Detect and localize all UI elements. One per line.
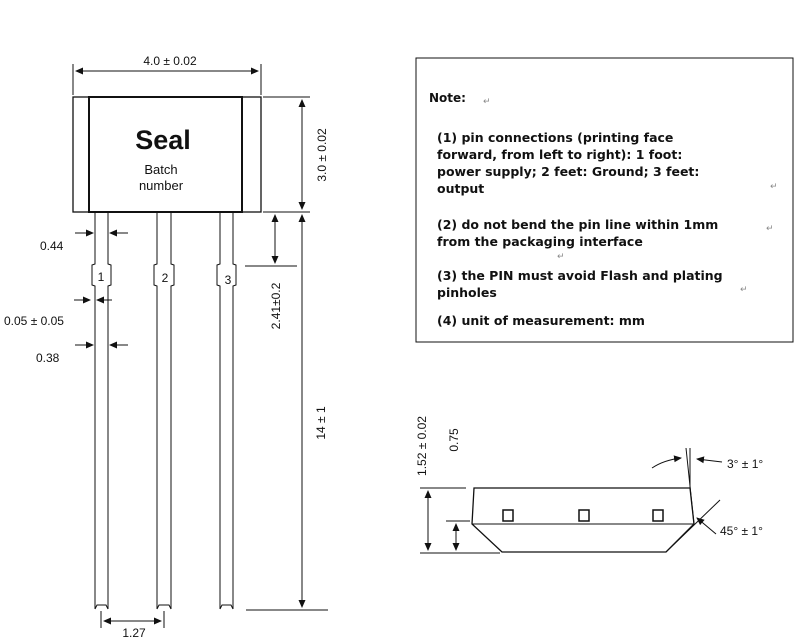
side-pin-marker-3 bbox=[653, 510, 663, 521]
note-4: (4) unit of measurement: mm bbox=[437, 313, 645, 328]
pin-width-upper-label: 0.44 bbox=[40, 239, 64, 253]
return-mark: ↵ bbox=[766, 224, 774, 234]
return-mark: ↵ bbox=[740, 285, 748, 295]
side-pin-marker-1 bbox=[503, 510, 513, 521]
side-height-label: 1.52 ± 0.02 bbox=[415, 416, 429, 476]
total-pin-length-label: 14 ± 1 bbox=[314, 406, 328, 440]
pin-3 bbox=[217, 212, 236, 609]
notes-title: Note: bbox=[429, 91, 466, 105]
return-mark: ↵ bbox=[770, 182, 778, 192]
note-1-line1: (1) pin connections (printing face bbox=[437, 130, 674, 145]
batch-label-line2: number bbox=[138, 178, 184, 193]
side-pin-marker-2 bbox=[579, 510, 589, 521]
top-angle-label: 3° ± 1° bbox=[727, 457, 764, 471]
note-1-line4: output bbox=[437, 181, 485, 196]
note-1-line3: power supply; 2 feet: Ground; 3 feet: bbox=[437, 164, 700, 179]
bottom-angle-label: 45° ± 1° bbox=[720, 524, 763, 538]
return-mark: ↵ bbox=[557, 252, 565, 262]
pin-1-number: 1 bbox=[97, 270, 105, 284]
return-mark: ↵ bbox=[483, 97, 491, 107]
body-width-label: 4.0 ± 0.02 bbox=[143, 54, 197, 68]
batch-label-line1: Batch bbox=[144, 162, 178, 177]
note-3-line2: pinholes bbox=[437, 285, 497, 300]
note-1-line2: forward, from left to right): 1 foot: bbox=[437, 147, 683, 162]
side-view-outline bbox=[472, 488, 694, 552]
pin-width-lower-label: 0.38 bbox=[36, 351, 60, 365]
upper-pin-length-label: 2.41±0.2 bbox=[269, 282, 283, 330]
note-2-line1: (2) do not bend the pin line within 1mm bbox=[437, 217, 719, 232]
top-angle-arc-arrow bbox=[652, 458, 681, 468]
body-height-label: 3.0 ± 0.02 bbox=[315, 128, 329, 182]
note-3-line1: (3) the PIN must avoid Flash and plating bbox=[437, 268, 723, 283]
seal-label: Seal bbox=[135, 125, 191, 155]
pin-2-number: 2 bbox=[161, 271, 169, 285]
pin-step-label: 0.05 ± 0.05 bbox=[4, 314, 64, 328]
pin-pitch-label: 1.27 bbox=[122, 626, 146, 640]
pin-3-number: 3 bbox=[224, 273, 232, 287]
side-half-label: 0.75 bbox=[447, 428, 461, 452]
note-2-line2: from the packaging interface bbox=[437, 234, 643, 249]
